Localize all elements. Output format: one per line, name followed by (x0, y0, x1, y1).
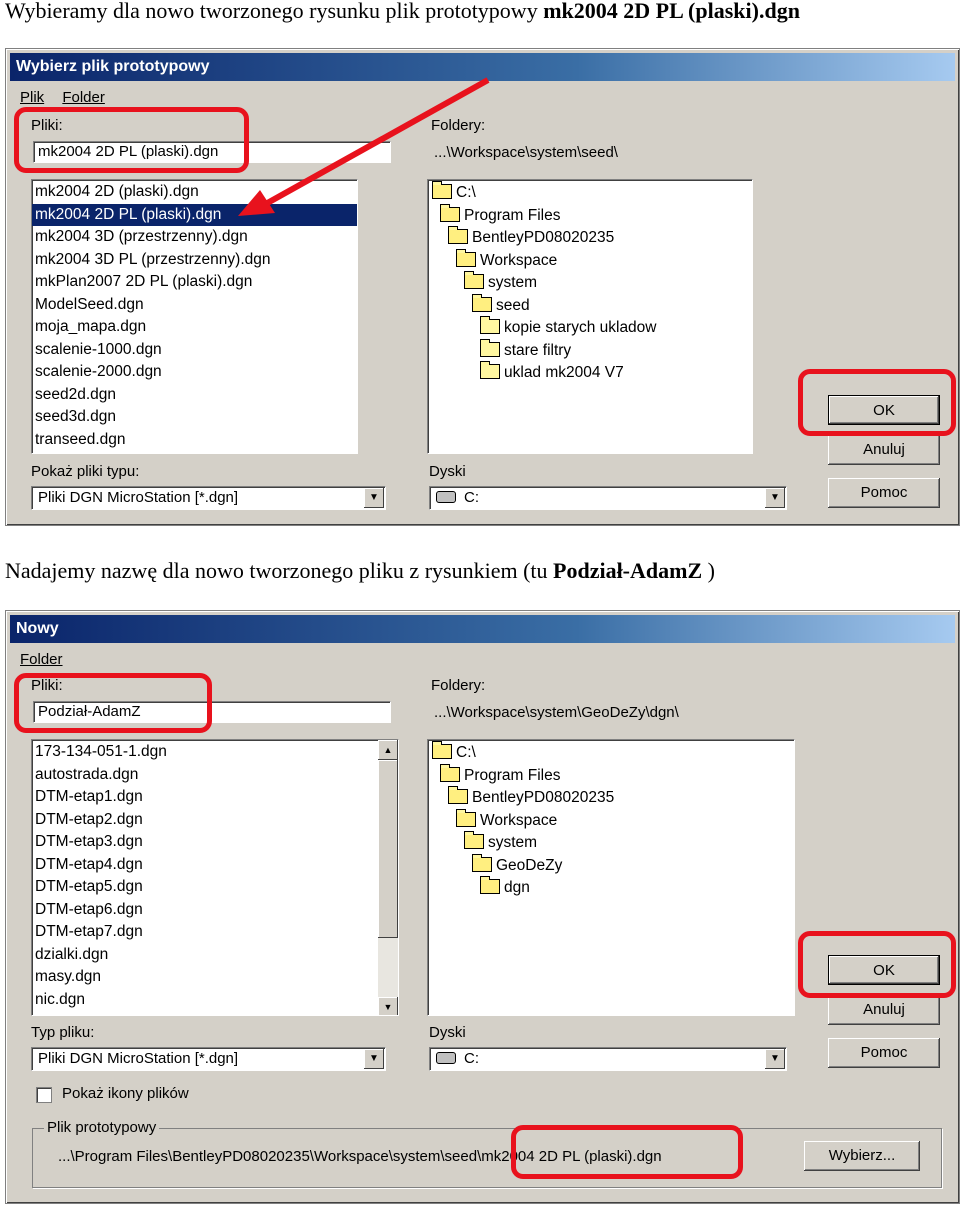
folder-tree-label: Workspace (480, 811, 558, 829)
files-label: Pliki: (31, 117, 63, 134)
cancel-button[interactable]: Anuluj (828, 995, 940, 1025)
folder-open-icon (456, 812, 476, 827)
help-button[interactable]: Pomoc (828, 478, 940, 508)
folders-label: Foldery: (431, 677, 486, 694)
caption-text: Wybieramy dla nowo tworzonego rysunku plik prototypowy (5, 0, 544, 23)
file-type-value: Pliki DGN MicroStation [*.dgn] (38, 489, 239, 506)
file-list-item[interactable]: DTM-etap3.dgn (35, 833, 143, 850)
chevron-down-icon[interactable]: ▼ (364, 488, 384, 508)
folder-path: ...\Workspace\system\seed\ (434, 144, 618, 161)
file-list-item[interactable]: mk2004 2D (plaski).dgn (35, 183, 199, 200)
highlight-seed-file (511, 1125, 743, 1179)
folder-tree-item[interactable] (448, 787, 614, 809)
folder-open-icon (440, 767, 460, 782)
file-list-item[interactable]: 173-134-051-1.dgn (35, 743, 167, 760)
file-type-label: Pokaż pliki typu: (31, 463, 140, 480)
folder-tree-item[interactable] (440, 765, 560, 787)
folder-tree-item[interactable] (480, 877, 530, 899)
folder-open-icon (432, 744, 452, 759)
folder-tree-label: dgn (504, 879, 530, 896)
file-list-item[interactable]: masy.dgn (35, 968, 102, 985)
show-icons-checkbox[interactable] (36, 1087, 52, 1103)
help-button[interactable]: Pomoc (828, 1038, 940, 1068)
dialog-title: Wybierz plik prototypowy (10, 53, 955, 81)
caption-end-text: ) (702, 558, 715, 583)
caption-bold-text: Podział-AdamZ (553, 558, 703, 583)
dialog-title: Nowy (10, 615, 955, 643)
scroll-thumb[interactable] (378, 760, 398, 938)
folder-tree-label: Program Files (464, 206, 561, 224)
drive-select[interactable] (429, 1047, 787, 1071)
folder-open-icon (480, 879, 500, 894)
folder-tree-item[interactable] (472, 855, 562, 877)
files-label: Pliki: (31, 677, 63, 694)
file-list-item[interactable]: mkPlan2007 2D PL (plaski).dgn (35, 273, 253, 290)
folder-open-icon (464, 834, 484, 849)
file-list-item[interactable]: moja_mapa.dgn (35, 318, 147, 335)
scrollbar[interactable] (378, 740, 398, 1016)
file-list-item[interactable]: mk2004 3D (przestrzenny).dgn (35, 228, 248, 245)
file-list-item[interactable]: DTM-etap1.dgn (35, 788, 143, 805)
file-list[interactable] (31, 739, 399, 1016)
file-list-item[interactable]: nic.dgn (35, 990, 85, 1008)
seed-file-path: ...\Program Files\BentleyPD08020235\Workspace\system\seed\mk2004 2D PL (plaski).dgn (58, 1148, 662, 1165)
new-file-dialog (5, 610, 960, 1204)
file-list-item[interactable]: seed2d.dgn (35, 385, 117, 403)
filename-input[interactable]: mk2004 2D PL (plaski).dgn (33, 141, 391, 163)
scroll-down-icon[interactable]: ▼ (378, 997, 398, 1016)
menu-bar (20, 651, 77, 668)
cancel-button[interactable]: Anuluj (828, 435, 940, 465)
choose-button[interactable]: Wybierz... (804, 1141, 920, 1171)
folder-tree-label: C:\ (456, 184, 476, 201)
file-list-item[interactable]: DTM-etap6.dgn (35, 900, 143, 918)
show-icons-label: Pokaż ikony plików (62, 1085, 189, 1102)
file-list-item[interactable]: scalenie-2000.dgn (35, 363, 162, 380)
ok-button[interactable]: OK (828, 955, 940, 985)
drives-label: Dyski (429, 1024, 466, 1041)
folder-tree-label: system (488, 274, 538, 291)
folder-tree-label: BentleyPD08020235 (472, 789, 615, 806)
file-list-item[interactable]: mk2004 2D PL (plaski).dgn (32, 204, 357, 227)
folder-tree-label: system (488, 834, 538, 851)
file-list-item[interactable]: DTM-etap2.dgn (35, 810, 143, 828)
file-list-item[interactable]: seed3d.dgn (35, 408, 117, 425)
ok-button[interactable]: OK (828, 395, 940, 425)
folder-open-icon (472, 857, 492, 872)
folder-tree-label: stare filtry (504, 341, 572, 359)
file-type-label: Typ pliku: (31, 1024, 95, 1041)
chevron-down-icon[interactable]: ▼ (765, 488, 785, 508)
folder-tree-label: BentleyPD08020235 (472, 229, 615, 246)
drive-value: C: (464, 489, 479, 506)
folder-tree-item[interactable] (456, 810, 557, 832)
drive-value: C: (464, 1050, 479, 1067)
file-list-item[interactable]: scalenie-1000.dgn (35, 340, 162, 358)
folder-path: ...\Workspace\system\GeoDeZy\dgn\ (434, 704, 679, 721)
chevron-down-icon[interactable]: ▼ (765, 1049, 785, 1069)
menu-folder[interactable]: Folder (62, 89, 105, 106)
drives-label: Dyski (429, 463, 466, 480)
folder-tree-label: seed (496, 296, 530, 314)
seed-group-title: Plik prototypowy (44, 1119, 159, 1136)
file-type-value: Pliki DGN MicroStation [*.dgn] (38, 1050, 239, 1067)
arrow-shaft (262, 80, 488, 206)
file-list-item[interactable]: DTM-etap4.dgn (35, 855, 143, 873)
file-list-item[interactable]: ModelSeed.dgn (35, 295, 144, 313)
filename-input[interactable]: Podział-AdamZ (33, 701, 391, 723)
menu-folder[interactable]: Folder (20, 651, 63, 668)
file-list-item[interactable]: autostrada.dgn (35, 765, 139, 783)
caption-bold-text: mk2004 2D PL (plaski).dgn (543, 0, 800, 23)
file-list-item[interactable]: DTM-etap5.dgn (35, 878, 143, 895)
folder-open-icon (448, 789, 468, 804)
highlight-ok-button (798, 931, 956, 998)
folder-tree-item[interactable] (464, 832, 537, 854)
drive-icon (436, 1052, 456, 1064)
file-list-item[interactable]: transeed.dgn (35, 430, 126, 448)
folder-tree-label: kopie starych ukladow (504, 319, 657, 336)
file-list-item[interactable]: mk2004 3D PL (przestrzenny).dgn (35, 250, 271, 268)
highlight-files-field (14, 673, 212, 733)
caption-new-file (5, 558, 715, 584)
folder-tree-label: uklad mk2004 V7 (504, 364, 624, 381)
folder-tree-label: Workspace (480, 251, 558, 269)
folder-tree-label: Program Files (464, 766, 561, 784)
folder-tree-item[interactable] (432, 742, 476, 764)
chevron-down-icon[interactable]: ▼ (364, 1049, 384, 1069)
caption-text: Nadajemy nazwę dla nowo tworzonego pliku z rysunkiem (tu (5, 558, 554, 583)
folder-tree-label: GeoDeZy (496, 856, 563, 874)
folder-tree[interactable] (427, 739, 795, 1016)
file-type-select[interactable] (31, 1047, 386, 1071)
menu-file[interactable]: Plik (20, 89, 45, 106)
folders-label: Foldery: (431, 117, 486, 134)
file-list-item[interactable]: dzialki.dgn (35, 945, 109, 963)
file-list-item[interactable]: DTM-etap7.dgn (35, 923, 143, 940)
folder-tree-label: C:\ (456, 744, 476, 761)
scroll-up-icon[interactable]: ▲ (378, 740, 398, 760)
